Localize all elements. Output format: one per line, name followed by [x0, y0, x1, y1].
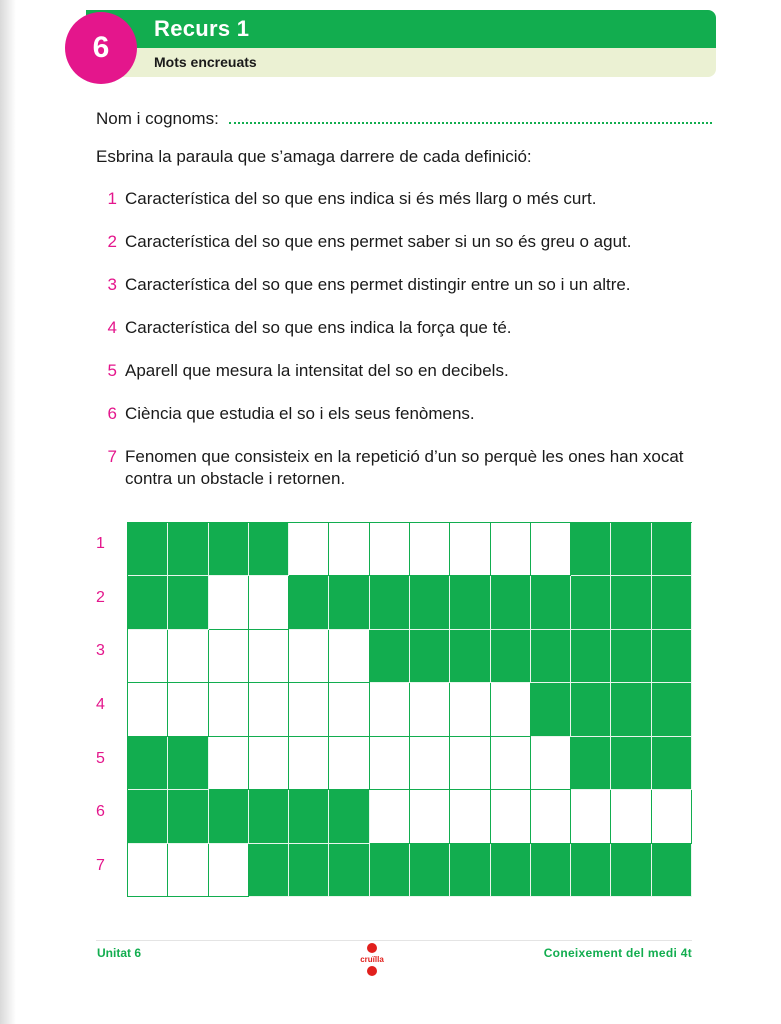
- crossword-answer-cell[interactable]: [329, 630, 369, 683]
- crossword-blocked-cell: [370, 844, 410, 897]
- definition-text: Característica del so que ens indica la força que té.: [125, 318, 512, 337]
- crossword-answer-cell[interactable]: [450, 683, 490, 736]
- crossword-blocked-cell: [611, 683, 651, 736]
- crossword-blocked-cell: [652, 683, 692, 736]
- definition-item: [103, 274, 703, 296]
- definition-text: Característica del so que ens indica si és més llarg o més curt.: [125, 189, 597, 208]
- crossword-blocked-cell: [450, 576, 490, 629]
- crossword-answer-cell[interactable]: [168, 683, 208, 736]
- crossword-answer-cell[interactable]: [450, 790, 490, 843]
- crossword-blocked-cell: [329, 790, 369, 843]
- crossword-blocked-cell: [168, 737, 208, 790]
- crossword-blocked-cell: [128, 790, 168, 843]
- crossword-answer-cell[interactable]: [611, 790, 651, 843]
- definition-text: Ciència que estudia el so i els seus fenòmens.: [125, 404, 475, 423]
- crossword-answer-cell[interactable]: [168, 630, 208, 683]
- definition-number: 2: [107, 232, 117, 251]
- crossword-answer-cell[interactable]: [329, 683, 369, 736]
- crossword-blocked-cell: [128, 523, 168, 576]
- crossword-blocked-cell: [531, 630, 571, 683]
- crossword-answer-cell[interactable]: [329, 737, 369, 790]
- crossword-blocked-cell: [531, 844, 571, 897]
- crossword-blocked-cell: [491, 576, 531, 629]
- row-label: 4: [96, 696, 105, 714]
- crossword-blocked-cell: [571, 576, 611, 629]
- crossword-answer-cell[interactable]: [128, 844, 168, 897]
- page-subtitle: Mots encreuats: [154, 54, 257, 70]
- crossword-answer-cell[interactable]: [370, 683, 410, 736]
- crossword-answer-cell[interactable]: [289, 737, 329, 790]
- unit-number-badge: 6: [65, 12, 137, 84]
- crossword-blocked-cell: [329, 844, 369, 897]
- crossword-answer-cell[interactable]: [209, 630, 249, 683]
- crossword-blocked-cell: [209, 523, 249, 576]
- crossword-blocked-cell: [410, 844, 450, 897]
- publisher-logo: [352, 943, 392, 983]
- instructions: Esbrina la paraula que s’amaga darrere de cada definició:: [96, 147, 532, 166]
- crossword-answer-cell[interactable]: [410, 523, 450, 576]
- name-label: Nom i cognoms:: [96, 109, 219, 128]
- crossword-blocked-cell: [571, 737, 611, 790]
- crossword-answer-cell[interactable]: [128, 630, 168, 683]
- crossword-blocked-cell: [531, 683, 571, 736]
- crossword-blocked-cell: [209, 790, 249, 843]
- crossword-blocked-cell: [450, 630, 490, 683]
- crossword-answer-cell[interactable]: [571, 790, 611, 843]
- crossword-blocked-cell: [450, 844, 490, 897]
- crossword-answer-cell[interactable]: [491, 790, 531, 843]
- crossword-answer-cell[interactable]: [289, 683, 329, 736]
- crossword-blocked-cell: [329, 576, 369, 629]
- row-label: 6: [96, 803, 105, 821]
- crossword-blocked-cell: [611, 844, 651, 897]
- crossword-answer-cell[interactable]: [209, 576, 249, 629]
- crossword-blocked-cell: [249, 523, 289, 576]
- crossword-blocked-cell: [289, 790, 329, 843]
- crossword-row-labels: [96, 522, 105, 898]
- row-label: 2: [96, 588, 105, 606]
- crossword-answer-cell[interactable]: [168, 844, 208, 897]
- page-title: Recurs 1: [154, 16, 250, 41]
- definition-number: 4: [107, 318, 117, 337]
- definition-item: [103, 360, 703, 382]
- row-label: 1: [96, 535, 105, 552]
- crossword-blocked-cell: [611, 630, 651, 683]
- logo-dot-icon: [367, 943, 377, 953]
- crossword-blocked-cell: [410, 576, 450, 629]
- definition-number: 7: [107, 447, 117, 466]
- crossword-answer-cell[interactable]: [491, 523, 531, 576]
- definition-text: Característica del so que ens permet distingir entre un so i un altre.: [125, 275, 631, 294]
- crossword-blocked-cell: [652, 630, 692, 683]
- crossword-answer-cell[interactable]: [491, 683, 531, 736]
- crossword-blocked-cell: [370, 576, 410, 629]
- crossword-blocked-cell: [571, 844, 611, 897]
- footer-unit: Unitat 6: [97, 946, 142, 960]
- crossword-blocked-cell: [652, 737, 692, 790]
- crossword-blocked-cell: [249, 790, 289, 843]
- crossword-blocked-cell: [652, 844, 692, 897]
- crossword-blocked-cell: [168, 523, 208, 576]
- definitions-list: [103, 188, 703, 511]
- crossword-blocked-cell: [289, 844, 329, 897]
- crossword-blocked-cell: [168, 790, 208, 843]
- crossword-answer-cell[interactable]: [410, 790, 450, 843]
- page-edge-shadow: [0, 0, 16, 1024]
- footer-subject: Coneixement del medi 4t: [543, 946, 692, 960]
- definition-item: [103, 446, 703, 490]
- logo-text: cruïlla: [360, 955, 384, 964]
- definition-number: 6: [107, 404, 117, 423]
- logo-dot-icon: [367, 966, 377, 976]
- crossword-blocked-cell: [168, 576, 208, 629]
- crossword-answer-cell[interactable]: [209, 683, 249, 736]
- definition-text: Característica del so que ens permet saber si un so és greu o agut.: [125, 232, 632, 251]
- crossword-answer-cell[interactable]: [491, 737, 531, 790]
- row-label: 7: [96, 857, 105, 875]
- crossword-blocked-cell: [611, 737, 651, 790]
- crossword-grid: [127, 522, 692, 897]
- definition-text: Fenomen que consisteix en la repetició d’un so perquè les ones han xocat contra un obstacle i retornen.: [125, 447, 684, 488]
- crossword-answer-cell[interactable]: [209, 737, 249, 790]
- crossword-answer-cell[interactable]: [531, 523, 571, 576]
- definition-number: 3: [107, 275, 117, 294]
- definition-item: [103, 231, 703, 253]
- crossword-blocked-cell: [370, 630, 410, 683]
- crossword-blocked-cell: [289, 576, 329, 629]
- definition-item: [103, 403, 703, 425]
- crossword-answer-cell[interactable]: [370, 790, 410, 843]
- crossword-answer-cell[interactable]: [289, 630, 329, 683]
- definition-number: 5: [107, 361, 117, 380]
- row-label: 3: [96, 642, 105, 660]
- crossword-answer-cell[interactable]: [410, 737, 450, 790]
- crossword-blocked-cell: [571, 630, 611, 683]
- crossword-answer-cell[interactable]: [249, 576, 289, 629]
- crossword-answer-cell[interactable]: [370, 737, 410, 790]
- crossword-answer-cell[interactable]: [531, 737, 571, 790]
- crossword-answer-cell[interactable]: [128, 683, 168, 736]
- crossword-blocked-cell: [531, 576, 571, 629]
- crossword-answer-cell[interactable]: [329, 523, 369, 576]
- definition-item: [103, 317, 703, 339]
- crossword-answer-cell[interactable]: [410, 683, 450, 736]
- crossword-answer-cell[interactable]: [249, 683, 289, 736]
- name-field[interactable]: [96, 109, 712, 129]
- crossword-answer-cell[interactable]: [249, 737, 289, 790]
- crossword-answer-cell[interactable]: [531, 790, 571, 843]
- crossword-blocked-cell: [611, 523, 651, 576]
- definition-item: [103, 188, 703, 210]
- name-dotted-line[interactable]: [229, 110, 712, 124]
- crossword-answer-cell[interactable]: [209, 844, 249, 897]
- crossword-answer-cell[interactable]: [370, 523, 410, 576]
- row-label: 5: [96, 749, 105, 767]
- crossword-blocked-cell: [652, 576, 692, 629]
- footer-divider: [96, 940, 692, 941]
- crossword-blocked-cell: [491, 844, 531, 897]
- crossword-answer-cell[interactable]: [249, 630, 289, 683]
- crossword-blocked-cell: [128, 737, 168, 790]
- crossword-blocked-cell: [491, 630, 531, 683]
- crossword-blocked-cell: [249, 844, 289, 897]
- crossword-blocked-cell: [652, 523, 692, 576]
- crossword-answer-cell[interactable]: [289, 523, 329, 576]
- crossword-answer-cell[interactable]: [450, 523, 490, 576]
- crossword-blocked-cell: [611, 576, 651, 629]
- definition-number: 1: [107, 189, 117, 208]
- crossword-blocked-cell: [571, 523, 611, 576]
- crossword-answer-cell[interactable]: [450, 737, 490, 790]
- crossword-answer-cell[interactable]: [652, 790, 692, 843]
- crossword-blocked-cell: [571, 683, 611, 736]
- definition-text: Aparell que mesura la intensitat del so en decibels.: [125, 361, 509, 380]
- crossword-blocked-cell: [410, 630, 450, 683]
- crossword-blocked-cell: [128, 576, 168, 629]
